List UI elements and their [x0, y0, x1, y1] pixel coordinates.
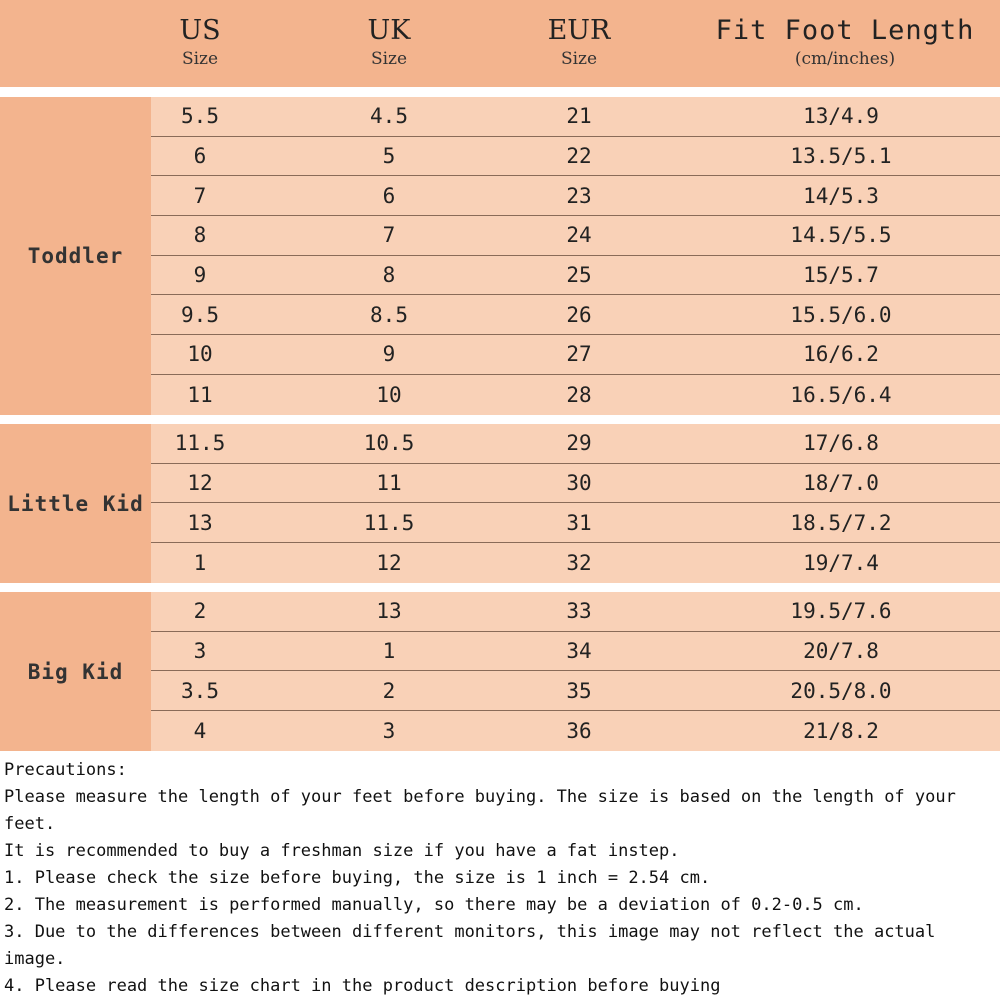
- us-size-cell: 13: [187, 510, 213, 535]
- eur-size-cell: 22: [566, 144, 592, 169]
- uk-size-cell: 2: [382, 678, 396, 703]
- us-size-cell: 1: [193, 550, 207, 575]
- table-row: [151, 176, 1000, 216]
- us-size-cell: 5.5: [181, 104, 219, 129]
- table-row: [151, 632, 1000, 672]
- fit-header-title: Fit Foot Length: [715, 15, 975, 46]
- uk-header-subtitle: Size: [370, 49, 408, 69]
- us-size-cell: 6: [193, 144, 207, 169]
- uk-size-cell: 4.5: [370, 104, 408, 129]
- precautions-line: It is recommended to buy a freshman size if you have a fat instep.: [4, 841, 680, 861]
- table-row: [151, 503, 1000, 543]
- big-kid-group: [0, 592, 1000, 751]
- us-size-cell: 2: [193, 599, 207, 624]
- us-size-cell: 3.5: [181, 678, 219, 703]
- foot-length-cell: 14/5.3: [803, 183, 879, 208]
- little-kid-rows: [151, 424, 1000, 583]
- uk-size-cell: 8: [382, 263, 396, 288]
- foot-length-cell: 13.5/5.1: [790, 144, 892, 169]
- precautions-heading: Precautions:: [4, 760, 127, 780]
- eur-size-cell: 23: [566, 183, 592, 208]
- us-size-cell: 10: [187, 342, 213, 367]
- table-row: [151, 671, 1000, 711]
- table-row: [151, 543, 1000, 583]
- foot-length-cell: 19.5/7.6: [790, 599, 892, 624]
- us-size-cell: 9.5: [181, 302, 219, 327]
- little-kid-group: [0, 424, 1000, 583]
- uk-header-title: UK: [367, 15, 411, 46]
- eur-size-cell: 34: [566, 639, 592, 664]
- uk-size-cell: 13: [376, 599, 402, 624]
- table-row: [151, 711, 1000, 751]
- eur-size-cell: 31: [566, 510, 592, 535]
- group-label-big-kid: Big Kid: [0, 592, 151, 751]
- eur-size-cell: 27: [566, 342, 592, 367]
- eur-size-cell: 33: [566, 599, 592, 624]
- uk-size-cell: 1: [382, 639, 396, 664]
- toddler-rows: [151, 97, 1000, 415]
- table-row: [151, 464, 1000, 504]
- group-label-toddler: Toddler: [0, 97, 151, 415]
- eur-header-title: EUR: [547, 15, 611, 46]
- us-size-cell: 9: [193, 263, 207, 288]
- eur-size-cell: 36: [566, 718, 592, 743]
- uk-size-cell: 8.5: [370, 302, 408, 327]
- us-size-cell: 3: [193, 639, 207, 664]
- table-row: [151, 375, 1000, 415]
- fit-foot-length-column-header: [700, 14, 990, 70]
- eur-size-cell: 35: [566, 678, 592, 703]
- eur-size-cell: 29: [566, 431, 592, 456]
- uk-size-cell: 7: [382, 223, 396, 248]
- foot-length-cell: 16/6.2: [803, 342, 879, 367]
- foot-length-cell: 18.5/7.2: [790, 510, 892, 535]
- uk-size-cell: 3: [382, 718, 396, 743]
- table-row: [151, 256, 1000, 296]
- uk-size-cell: 10: [376, 382, 402, 407]
- us-size-cell: 11.5: [174, 431, 226, 456]
- us-size-cell: 8: [193, 223, 207, 248]
- eur-size-cell: 24: [566, 223, 592, 248]
- eur-size-cell: 32: [566, 550, 592, 575]
- us-size-cell: 12: [187, 471, 213, 496]
- table-row: [151, 216, 1000, 256]
- precautions-line: 2. The measurement is performed manually, so there may be a deviation of 0.2-0.5 cm.: [4, 895, 864, 915]
- table-row: [151, 424, 1000, 464]
- uk-size-cell: 5: [382, 144, 396, 169]
- foot-length-cell: 16.5/6.4: [790, 382, 892, 407]
- toddler-group: [0, 97, 1000, 415]
- foot-length-cell: 15.5/6.0: [790, 302, 892, 327]
- uk-size-cell: 12: [376, 550, 402, 575]
- size-chart-header: [0, 0, 1000, 87]
- us-column-header: [151, 14, 249, 70]
- group-label-little-kid: Little Kid: [0, 424, 151, 583]
- uk-size-cell: 9: [382, 342, 396, 367]
- us-header-title: US: [179, 15, 221, 46]
- foot-length-cell: 15/5.7: [803, 263, 879, 288]
- precautions-line: 3. Due to the differences between different monitors, this image may not reflect the actual image.: [4, 922, 936, 969]
- precautions-line: 1. Please check the size before buying, the size is 1 inch = 2.54 cm.: [4, 868, 711, 888]
- table-row: [151, 137, 1000, 177]
- us-size-cell: 7: [193, 183, 207, 208]
- eur-size-cell: 21: [566, 104, 592, 129]
- foot-length-cell: 14.5/5.5: [790, 223, 892, 248]
- uk-size-cell: 6: [382, 183, 396, 208]
- us-size-cell: 4: [193, 718, 207, 743]
- foot-length-cell: 18/7.0: [803, 471, 879, 496]
- uk-size-cell: 10.5: [363, 431, 415, 456]
- table-row: [151, 97, 1000, 137]
- uk-size-cell: 11.5: [363, 510, 415, 535]
- eur-size-cell: 30: [566, 471, 592, 496]
- eur-header-subtitle: Size: [560, 49, 598, 69]
- uk-column-header: [339, 14, 439, 70]
- foot-length-cell: 20/7.8: [803, 639, 879, 664]
- precautions-notes: [4, 757, 998, 998]
- uk-size-cell: 11: [376, 471, 402, 496]
- precautions-line: Please measure the length of your feet before buying. The size is based on the length of your feet.: [4, 787, 956, 834]
- eur-size-cell: 28: [566, 382, 592, 407]
- foot-length-cell: 19/7.4: [803, 550, 879, 575]
- table-row: [151, 592, 1000, 632]
- foot-length-cell: 21/8.2: [803, 718, 879, 743]
- foot-length-cell: 20.5/8.0: [790, 678, 892, 703]
- precautions-line: 4. Please read the size chart in the product description before buying: [4, 976, 721, 996]
- eur-size-cell: 25: [566, 263, 592, 288]
- table-row: [151, 295, 1000, 335]
- eur-size-cell: 26: [566, 302, 592, 327]
- big-kid-rows: [151, 592, 1000, 751]
- eur-column-header: [529, 14, 629, 70]
- foot-length-cell: 13/4.9: [803, 104, 879, 129]
- us-size-cell: 11: [187, 382, 213, 407]
- us-header-subtitle: Size: [181, 49, 219, 69]
- fit-header-subtitle: (cm/inches): [794, 49, 896, 69]
- table-row: [151, 335, 1000, 375]
- foot-length-cell: 17/6.8: [803, 431, 879, 456]
